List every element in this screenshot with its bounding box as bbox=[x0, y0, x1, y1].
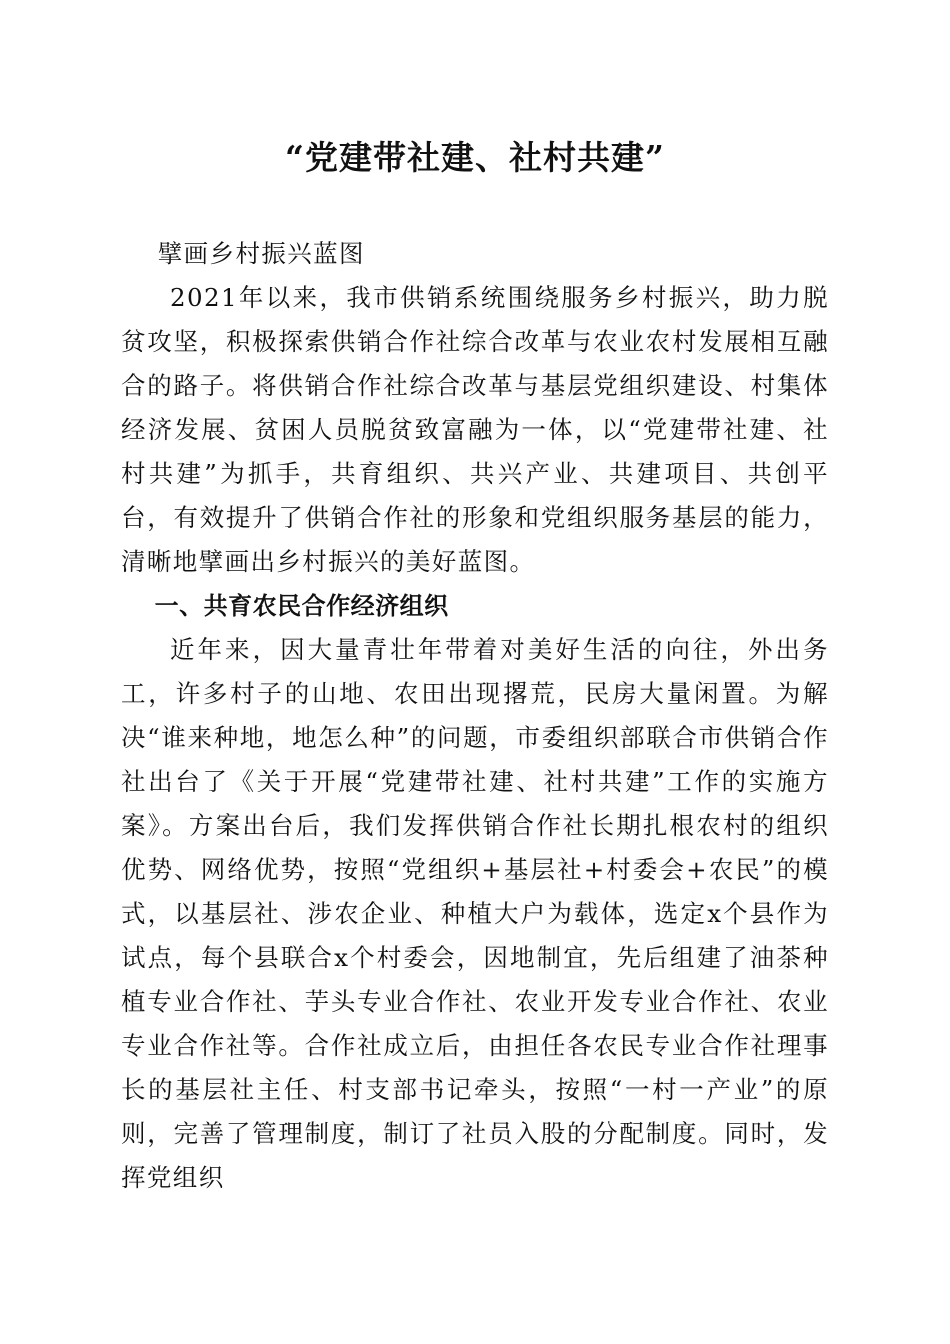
section-paragraph: 近年来，因大量青壮年带着对美好生活的向往，外出务工，许多村子的山地、农田出现撂荒，民房大量闲置。为解决“谁来种地，地怎么种”的问题，市委组织部联合市供销合作社出台了《关于开展“党建带社建、社村共建”工作的实施方案》。方案出台后，我们发挥供销合作社长期扎根农村的组织优势、网络优势，按照“党组织+基层社+村委会+农民”的模式，以基层社、涉农企业、种植大户为载体，选定x个县作为试点，每个县联合x个村委会，因地制宜，先后组建了油茶种植专业合作社、芋头专业合作社、农业开发专业合作社、农业专业合作社等。合作社成立后，由担任各农民专业合作社理事长的基层社主任、村支部书记牵头，按照“一村一产业”的原则，完善了管理制度，制订了社员入股的分配制度。同时，发挥党组织 bbox=[121, 635, 829, 1192]
document-subtitle: 擘画乡村振兴蓝图 bbox=[157, 239, 365, 268]
section-heading: 一、共育农民合作经济组织 bbox=[154, 592, 449, 620]
intro-paragraph: 2021年以来，我市供销系统围绕服务乡村振兴，助力脱贫攻坚，积极探索供销合作社综合改革与农业农村发展相互融合的路子。将供销合作社综合改革与基层党组织建设、村集体经济发展、贫困人员脱贫致富融为一体，以“党建带社建、社村共建”为抓手，共育组织、共兴产业、共建项目、共创平台，有效提升了供销合作社的形象和党组织服务基层的能力，清晰地擘画出乡村振兴的美好蓝图。 bbox=[121, 283, 829, 576]
document-title: “党建带社建、社村共建” bbox=[285, 138, 665, 177]
document-body bbox=[121, 232, 829, 1200]
